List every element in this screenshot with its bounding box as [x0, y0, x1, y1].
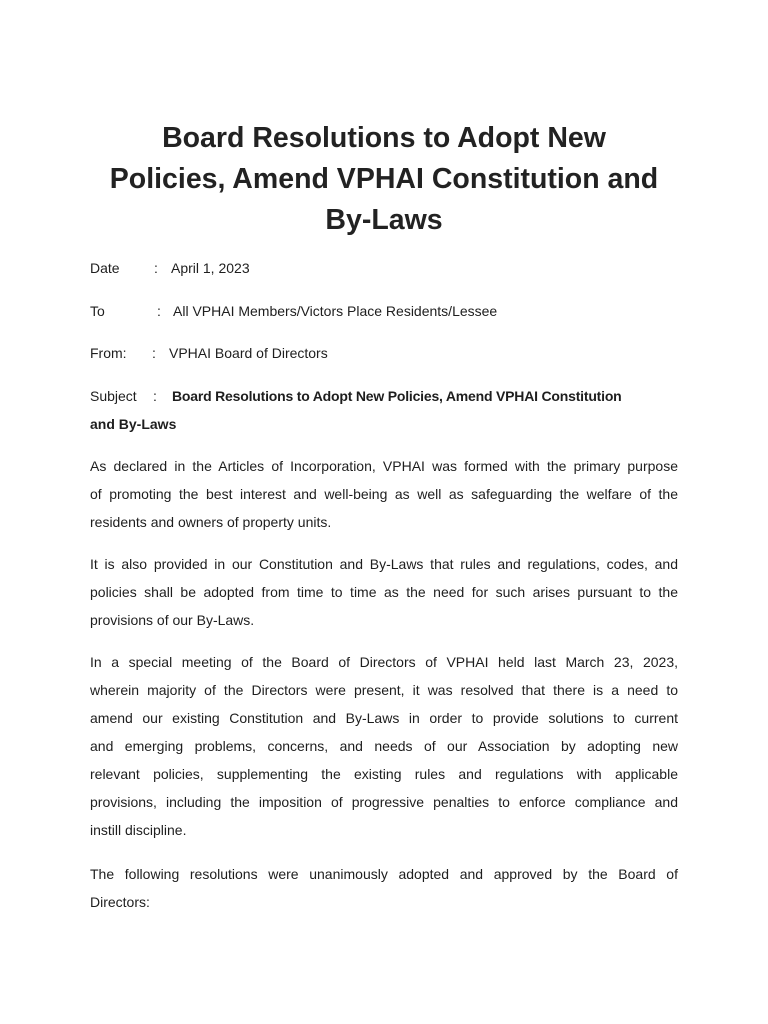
title-line: Policies, Amend VPHAI Constitution and	[109, 163, 659, 195]
paragraph	[90, 860, 678, 916]
date-label: Date	[90, 260, 120, 276]
paragraph	[90, 452, 678, 536]
paragraph	[90, 550, 678, 634]
paragraph-line: In a special meeting of the Board of Directors of VPHAI held last March 23, 2023,	[90, 654, 678, 670]
paragraph-line: relevant policies, supplementing the existing rules and regulations with applicable	[90, 766, 678, 782]
paragraph-line: of promoting the best interest and well-being as well as safeguarding the welfare of the	[90, 486, 678, 502]
paragraph-line: As declared in the Articles of Incorporation, VPHAI was formed with the primary purpose	[90, 458, 678, 474]
from-separator: :	[152, 345, 156, 361]
paragraph-line: residents and owners of property units.	[90, 514, 332, 530]
paragraph-line: and emerging problems, concerns, and needs of our Association by adopting new	[90, 738, 678, 754]
to-label: To	[90, 303, 105, 319]
paragraph-line: It is also provided in our Constitution and By-Laws that rules and regulations, codes, and	[90, 556, 678, 572]
date-separator: :	[154, 260, 158, 276]
subject-value-cont: and By-Laws	[90, 416, 177, 432]
paragraph-line: provisions, including the imposition of progressive penalties to enforce compliance and	[90, 794, 678, 810]
paragraph-line: instill discipline.	[90, 822, 187, 838]
paragraph-line: policies shall be adopted from time to time as the need for such arises pursuant to the	[90, 584, 678, 600]
to-separator: :	[157, 303, 161, 319]
to-value: All VPHAI Members/Victors Place Residents/Lessee	[173, 303, 498, 319]
paragraph	[90, 648, 678, 844]
from-value: VPHAI Board of Directors	[169, 345, 328, 361]
document-title	[60, 118, 708, 241]
title-line: By-Laws	[325, 204, 443, 236]
paragraph-line: wherein majority of the Directors were present, it was resolved that there is a need to	[90, 682, 678, 698]
subject-separator: :	[153, 388, 157, 404]
from-label: From:	[90, 345, 127, 361]
subject-value: Board Resolutions to Adopt New Policies, Amend VPHAI Constitution	[172, 388, 622, 404]
paragraph-line: amend our existing Constitution and By-Laws in order to provide solutions to current	[90, 710, 678, 726]
title-line: Board Resolutions to Adopt New	[162, 122, 606, 154]
subject-label: Subject	[90, 388, 137, 404]
date-value: April 1, 2023	[171, 260, 250, 276]
paragraph-line: provisions of our By-Laws.	[90, 612, 255, 628]
paragraph-line: Directors:	[90, 894, 150, 910]
paragraph-line: The following resolutions were unanimously adopted and approved by the Board of	[90, 866, 678, 882]
